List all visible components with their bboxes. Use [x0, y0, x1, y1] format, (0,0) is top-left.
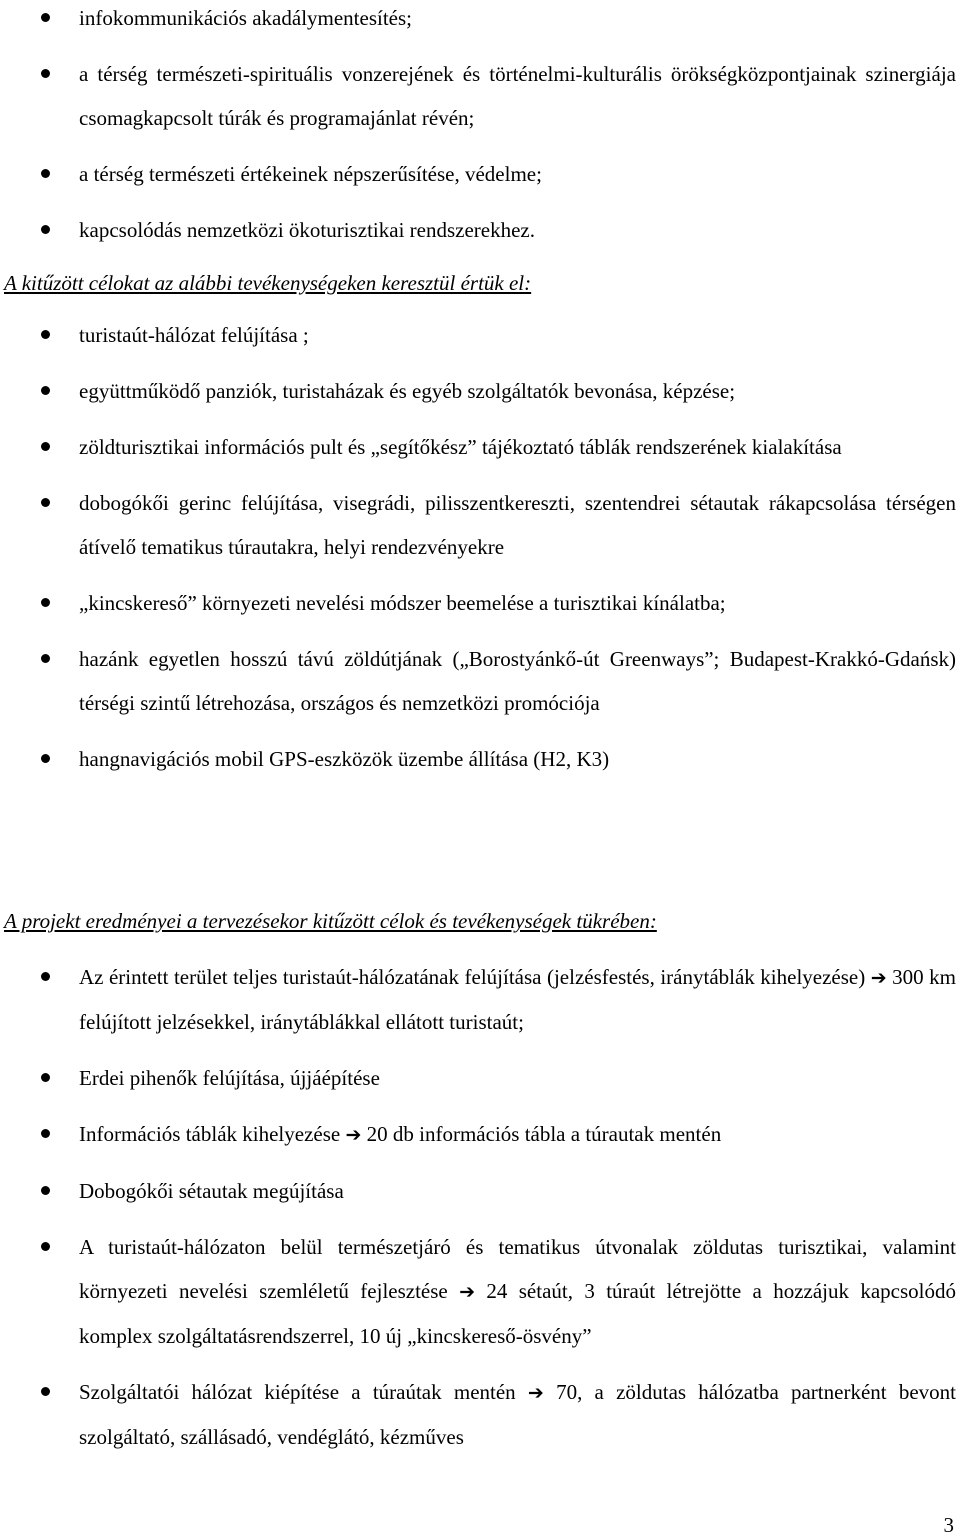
- bullet-icon: [41, 1186, 50, 1195]
- list-item: Dobogókői sétautak megújítása: [0, 1169, 960, 1213]
- list-item: kapcsolódás nemzetközi ökoturisztikai rendszerekhez.: [0, 208, 960, 252]
- bullet-icon: [41, 386, 50, 395]
- arrow-right-icon: ➔: [345, 1124, 362, 1146]
- list-item: dobogókői gerinc felújítása, visegrádi, pilisszentkereszti, szentendrei sétautak rákapcsolása térségen átívelő tematikus túrautakra, helyi rendezvényekre: [0, 481, 960, 569]
- list-item: turistaút-hálózat felújítása ;: [0, 313, 960, 357]
- activities-heading: A kitűzött célokat az alábbi tevékenységeken keresztül értük el:: [4, 271, 532, 295]
- bullet-icon: [41, 330, 50, 339]
- bullet-icon: [41, 598, 50, 607]
- list-item: A turistaút-hálózaton belül természetjáró és tematikus útvonalak zöldutas turisztikai, valamint környezeti nevelési szemléletű fejlesztése ➔ 24 sétaút, 3 túraút létrejötte a hozzájuk kapcsolódó komplex szolgáltatásrendszerrel, 10 új „kincskereső-ösvény”: [0, 1225, 960, 1358]
- bullet-icon: [41, 1073, 50, 1082]
- page-number: 3: [943, 1513, 954, 1537]
- list-item: a térség természeti értékeinek népszerűsítése, védelme;: [0, 152, 960, 196]
- arrow-right-icon: ➔: [459, 1281, 476, 1303]
- list-item: Információs táblák kihelyezése ➔ 20 db információs tábla a túrautak mentén: [0, 1112, 960, 1157]
- bullet-icon: [41, 498, 50, 507]
- list-item: hazánk egyetlen hosszú távú zöldútjának („Borostyánkő-út Greenways”; Budapest-Krakkó-Gdańsk) térségi szintű létrehozása, országos és nemzetközi promóciója: [0, 637, 960, 725]
- bullet-icon: [41, 442, 50, 451]
- list-item: a térség természeti-spirituális vonzerejének és történelmi-kulturális örökségközpontjainak szinergiája csomagkapcsolt túrák és programajánlat révén;: [0, 52, 960, 140]
- list-item: Szolgáltatói hálózat kiépítése a túraútak mentén ➔ 70, a zöldutas hálózatba partnerként bevont szolgáltató, szállásadó, vendéglátó, kézműves: [0, 1370, 960, 1459]
- list-item: „kincskereső” környezeti nevelési módszer beemelése a turisztikai kínálatba;: [0, 581, 960, 625]
- list-item: együttműködő panziók, turistaházak és egyéb szolgáltatók bevonása, képzése;: [0, 369, 960, 413]
- arrow-right-icon: ➔: [870, 967, 887, 989]
- results-heading: A projekt eredményei a tervezésekor kitűzött célok és tevékenységek tükrében:: [4, 909, 657, 933]
- objectives-list: [0, 0, 960, 252]
- list-item: infokommunikációs akadálymentesítés;: [0, 0, 960, 40]
- bullet-icon: [41, 169, 50, 178]
- bullet-icon: [41, 1129, 50, 1138]
- arrow-right-icon: ➔: [527, 1382, 544, 1404]
- results-list: [0, 955, 960, 1459]
- bullet-icon: [41, 1242, 50, 1251]
- activities-list: [0, 313, 960, 781]
- list-item: Az érintett terület teljes turistaút-hálózatának felújítása (jelzésfestés, iránytáblák kihelyezése) ➔ 300 km felújított jelzésekkel, iránytáblákkal ellátott turistaút;: [0, 955, 960, 1044]
- bullet-icon: [41, 654, 50, 663]
- bullet-icon: [41, 225, 50, 234]
- list-item: Erdei pihenők felújítása, újjáépítése: [0, 1056, 960, 1100]
- list-item: hangnavigációs mobil GPS-eszközök üzembe állítása (H2, K3): [0, 737, 960, 781]
- bullet-icon: [41, 972, 50, 981]
- bullet-icon: [41, 13, 50, 22]
- list-item: zöldturisztikai információs pult és „segítőkész” tájékoztató táblák rendszerének kialakítása: [0, 425, 960, 469]
- bullet-icon: [41, 69, 50, 78]
- bullet-icon: [41, 1387, 50, 1396]
- bullet-icon: [41, 754, 50, 763]
